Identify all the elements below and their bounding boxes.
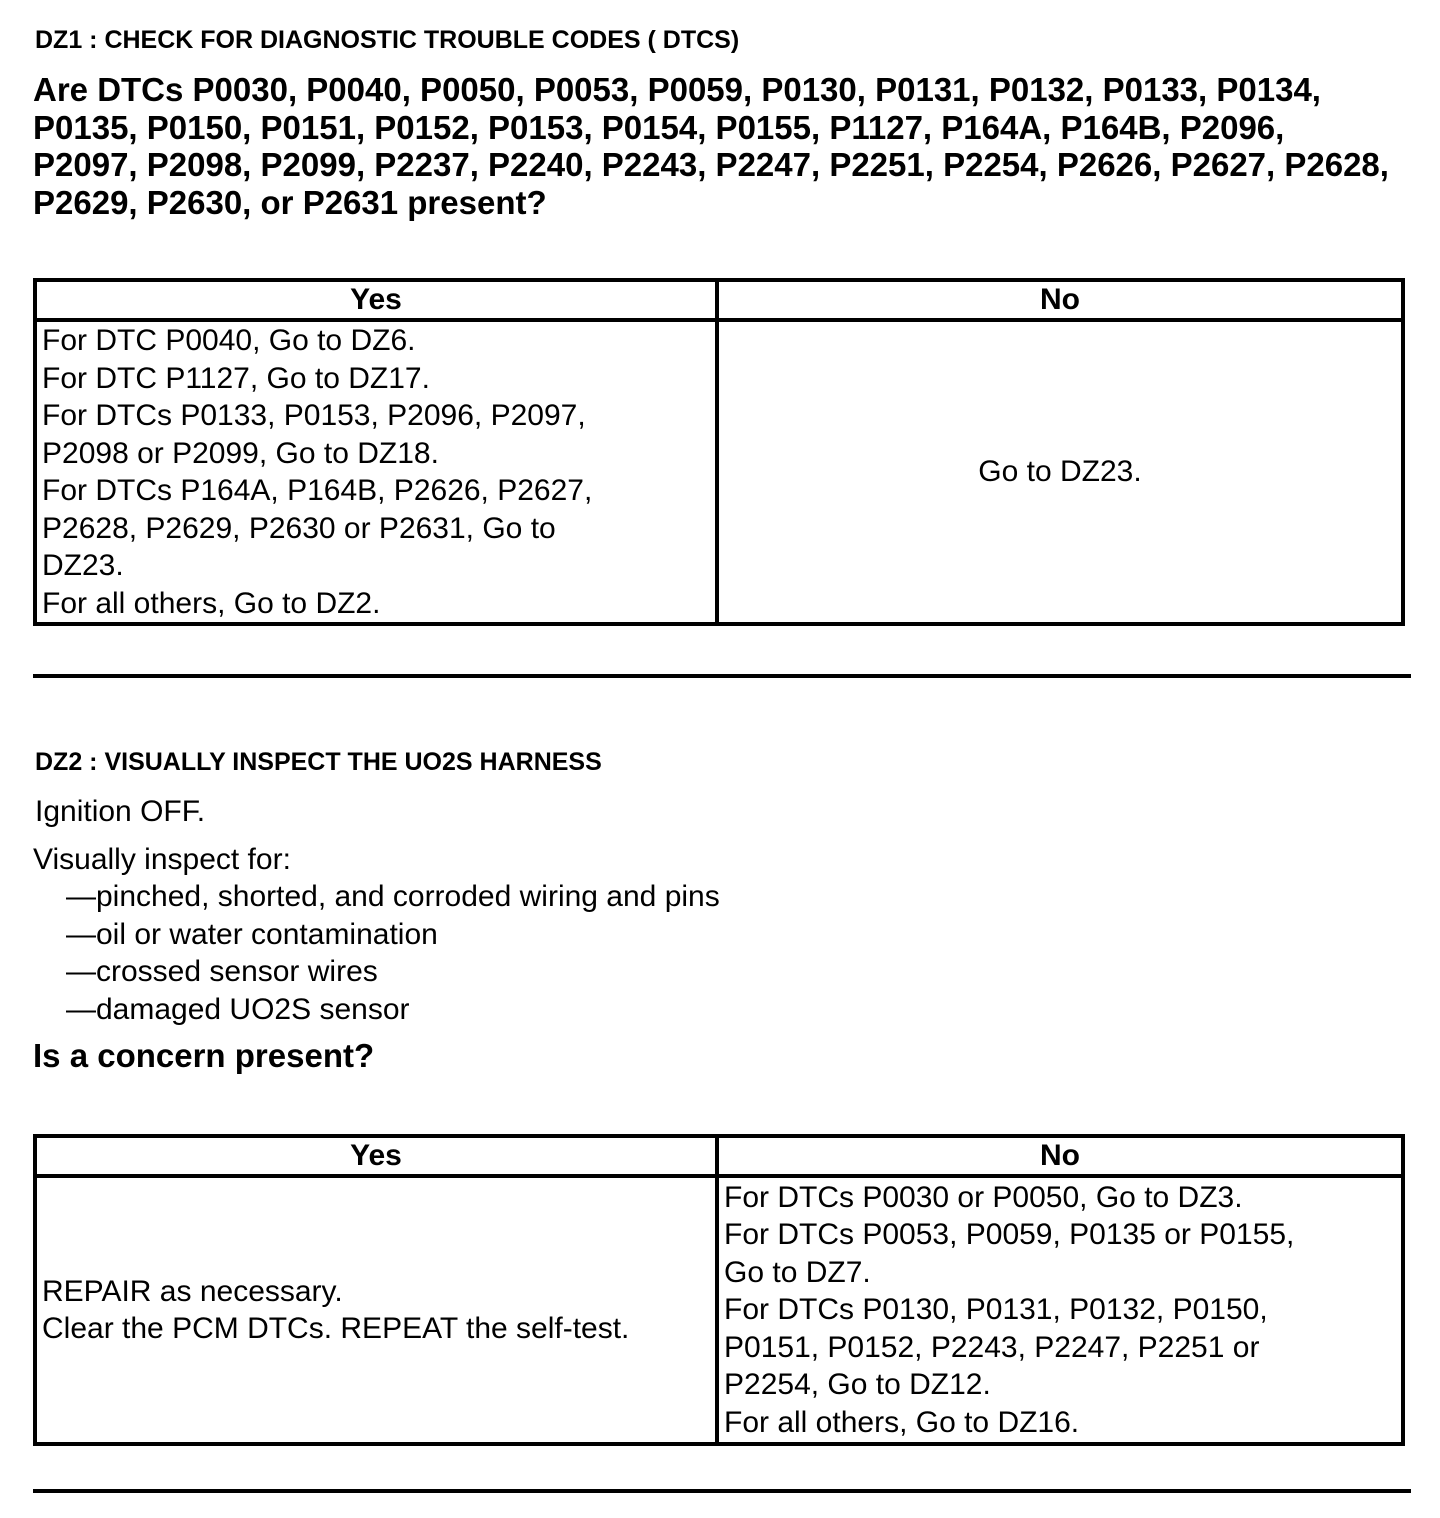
question-dz2: [33, 1037, 1413, 1075]
table-row: [35, 320, 1403, 624]
action-line: For DTC P0040, Go to DZ6.: [42, 324, 416, 357]
no-column-header: No: [717, 280, 1403, 320]
action-line: P0151, P0152, P2243, P2247, P2251 or: [724, 1330, 1260, 1364]
table-header-row: [35, 280, 1403, 320]
action-line: Clear the PCM DTCs. REPEAT the self-test.: [42, 1312, 630, 1345]
list-item: —damaged UO2S sensor: [66, 992, 410, 1026]
action-line: For all others, Go to DZ16.: [724, 1405, 1080, 1439]
action-line: DZ23.: [42, 549, 124, 582]
section-divider: [33, 1489, 1411, 1493]
inspect-list: [66, 878, 720, 1028]
action-line: Go to DZ7.: [724, 1255, 871, 1289]
question-line: Are DTCs P0030, P0040, P0050, P0053, P0059, P0130, P0131, P0132, P0133, P0134,: [33, 71, 1321, 108]
section-divider: [33, 674, 1411, 678]
list-item: —pinched, shorted, and corroded wiring and pins: [66, 880, 720, 913]
yes-action-cell: [35, 1176, 717, 1444]
yes-action-cell: [35, 320, 717, 624]
yes-column-header: Yes: [35, 1136, 717, 1176]
question-line: P0135, P0150, P0151, P0152, P0153, P0154, P0155, P1127, P164A, P164B, P2096,: [33, 108, 1285, 146]
action-line: For DTCs P0053, P0059, P0135 or P0155,: [724, 1218, 1295, 1252]
action-line: P2254, Go to DZ12.: [724, 1368, 991, 1402]
decision-table-dz1: [33, 278, 1405, 626]
action-line: For all others, Go to DZ2.: [42, 586, 381, 620]
table-row: [35, 1176, 1403, 1444]
yes-column-header: Yes: [35, 280, 717, 320]
step-heading-dz1: DZ1 : CHECK FOR DIAGNOSTIC TROUBLE CODES ( DTCS): [35, 26, 740, 54]
inspect-intro-text: Visually inspect for:: [33, 843, 291, 876]
decision-table-dz2: [33, 1134, 1405, 1446]
instruction-text: Ignition OFF.: [35, 795, 206, 828]
action-line: P2628, P2629, P2630 or P2631, Go to: [42, 511, 556, 545]
list-item: —crossed sensor wires: [66, 955, 378, 988]
step-heading-dz2: DZ2 : VISUALLY INSPECT THE UO2S HARNESS: [35, 748, 602, 776]
no-column-header: No: [717, 1136, 1403, 1176]
action-line: P2098 or P2099, Go to DZ18.: [42, 436, 439, 470]
question-dz1: [33, 71, 1413, 221]
action-line: For DTCs P0133, P0153, P2096, P2097,: [42, 399, 586, 432]
table-header-row: [35, 1136, 1403, 1176]
action-line: For DTC P1127, Go to DZ17.: [42, 361, 430, 395]
question-line: P2629, P2630, or P2631 present?: [33, 183, 547, 221]
question-line: P2097, P2098, P2099, P2237, P2240, P2243, P2247, P2251, P2254, P2626, P2627, P2628,: [33, 146, 1389, 183]
no-action-cell: [717, 320, 1403, 624]
list-item: —oil or water contamination: [66, 917, 438, 951]
no-action-cell: [717, 1176, 1403, 1444]
question-line: Is a concern present?: [33, 1037, 375, 1074]
action-line: For DTCs P0030 or P0050, Go to DZ3.: [724, 1180, 1243, 1214]
action-line: For DTCs P164A, P164B, P2626, P2627,: [42, 474, 593, 507]
action-line: For DTCs P0130, P0131, P0132, P0150,: [724, 1293, 1268, 1327]
action-line: Go to DZ23.: [978, 455, 1142, 489]
action-line: REPAIR as necessary.: [42, 1274, 343, 1308]
